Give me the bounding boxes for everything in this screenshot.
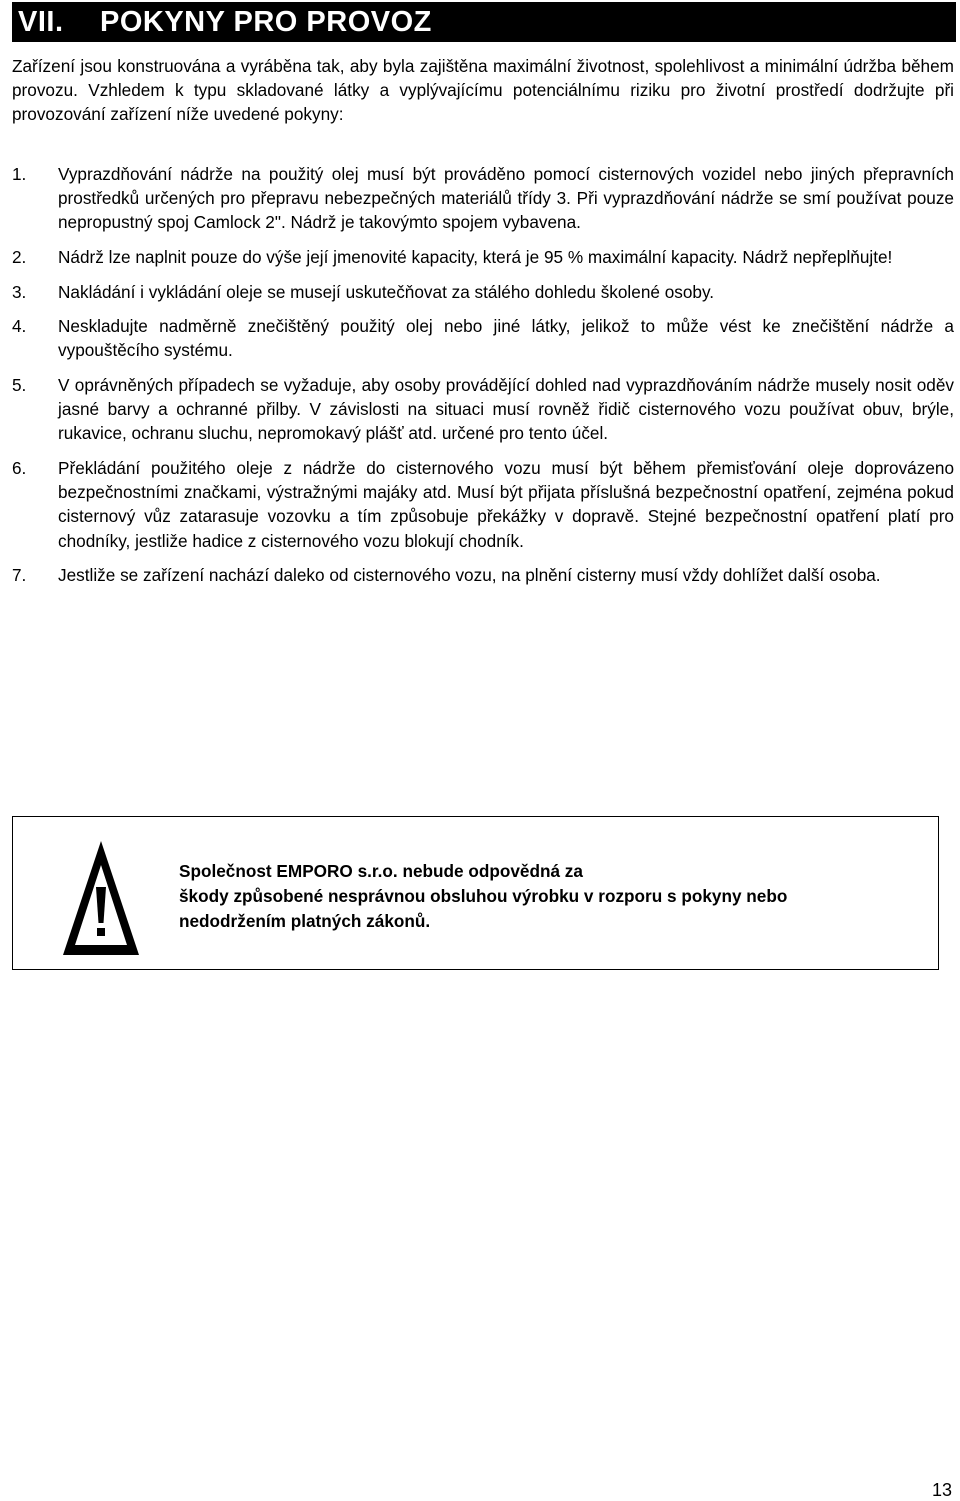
list-item-text: Neskladujte nadměrně znečištěný použitý olej nebo jiné látky, jelikož to může vést ke znečištění nádrže a vypouštěcího systému. <box>58 316 954 361</box>
intro-paragraph: Zařízení jsou konstruována a vyráběna tak, aby byla zajištěna maximální životnost, spolehlivost a minimální údržba během provozu. Vzhledem k typu skladované látky a vyplývajícímu potenciálnímu riziku pro životní prostředí dodržujte při provozování zařízení níže uvedené pokyny: <box>12 56 954 125</box>
instructions-list <box>12 162 954 598</box>
list-item-text: Jestliže se zařízení nachází daleko od cisternového vozu, na plnění cisterny musí vždy dohlížet další osoba. <box>58 565 881 586</box>
section-number: VII. <box>18 5 64 38</box>
section-title: POKYNY PRO PROVOZ <box>100 5 432 38</box>
list-item <box>12 162 954 235</box>
list-item-number: 2. <box>12 247 27 267</box>
list-item-number: 6. <box>12 457 27 478</box>
list-item <box>12 245 954 269</box>
list-item-number: 7. <box>12 565 27 586</box>
page-number: 13 <box>931 1480 952 1500</box>
list-item-number: 3. <box>12 281 27 302</box>
list-item-number: 5. <box>12 374 27 395</box>
section-header <box>12 2 956 42</box>
warning-triangle-icon <box>61 839 141 957</box>
list-item-text: Nádrž lze naplnit pouze do výše její jmenovité kapacity, která je 95 % maximální kapacity. Nádrž nepřeplňujte! <box>58 247 893 267</box>
list-item-number: 4. <box>12 316 27 337</box>
warning-line: Společnost EMPORO s.r.o. nebude odpovědná za <box>179 861 583 881</box>
list-item <box>12 563 954 587</box>
list-item-text: V oprávněných případech se vyžaduje, aby osoby provádějící dohled nad vyprazdňováním nádrže musely nosit oděv jasné barvy a ochranné přilby. V závislosti na situaci musí rovněž řidič cisternového vozu používat obuv, brýle, rukavice, ochranu sluchu, nepromokavý plášť atd. určené pro tento účel. <box>58 374 954 444</box>
warning-line: nedodržením platných zákonů. <box>179 911 431 931</box>
warning-box <box>12 816 939 970</box>
list-item-number: 1. <box>12 164 27 184</box>
list-item <box>12 373 954 446</box>
list-item-text: Překládání použitého oleje z nádrže do cisternového vozu musí být během přemisťování oleje doprovázeno bezpečnostními značkami, výstražnými majáky atd. Musí být přijata příslušná bezpečnostní opatření, zejména pokud cisternový vůz zatarasuje vozovku a tím způsobuje překážky v dopravě. Stejné bezpečnostní opatření platí pro chodníky, jestliže hadice z cisternového vozu blokují chodník. <box>58 457 954 551</box>
warning-line: škody způsobené nesprávnou obsluhou výrobku v rozporu s pokyny nebo <box>179 886 788 906</box>
list-item-text: Vyprazdňování nádrže na použitý olej musí být prováděno pomocí cisternových vozidel nebo jiných přepravních prostředků určených pro přepravu nebezpečných materiálů třídy 3. Při vyprazdňování nádrže se smí používat pouze nepropustný spoj Camlock 2". Nádrž je takovýmto spojem vybavena. <box>58 164 954 233</box>
list-item-text: Nakládání i vykládání oleje se musejí uskutečňovat za stálého dohledu školené osoby. <box>58 281 715 302</box>
list-item <box>12 314 954 362</box>
list-item <box>12 280 954 304</box>
list-item <box>12 456 954 553</box>
warning-text <box>179 859 909 934</box>
